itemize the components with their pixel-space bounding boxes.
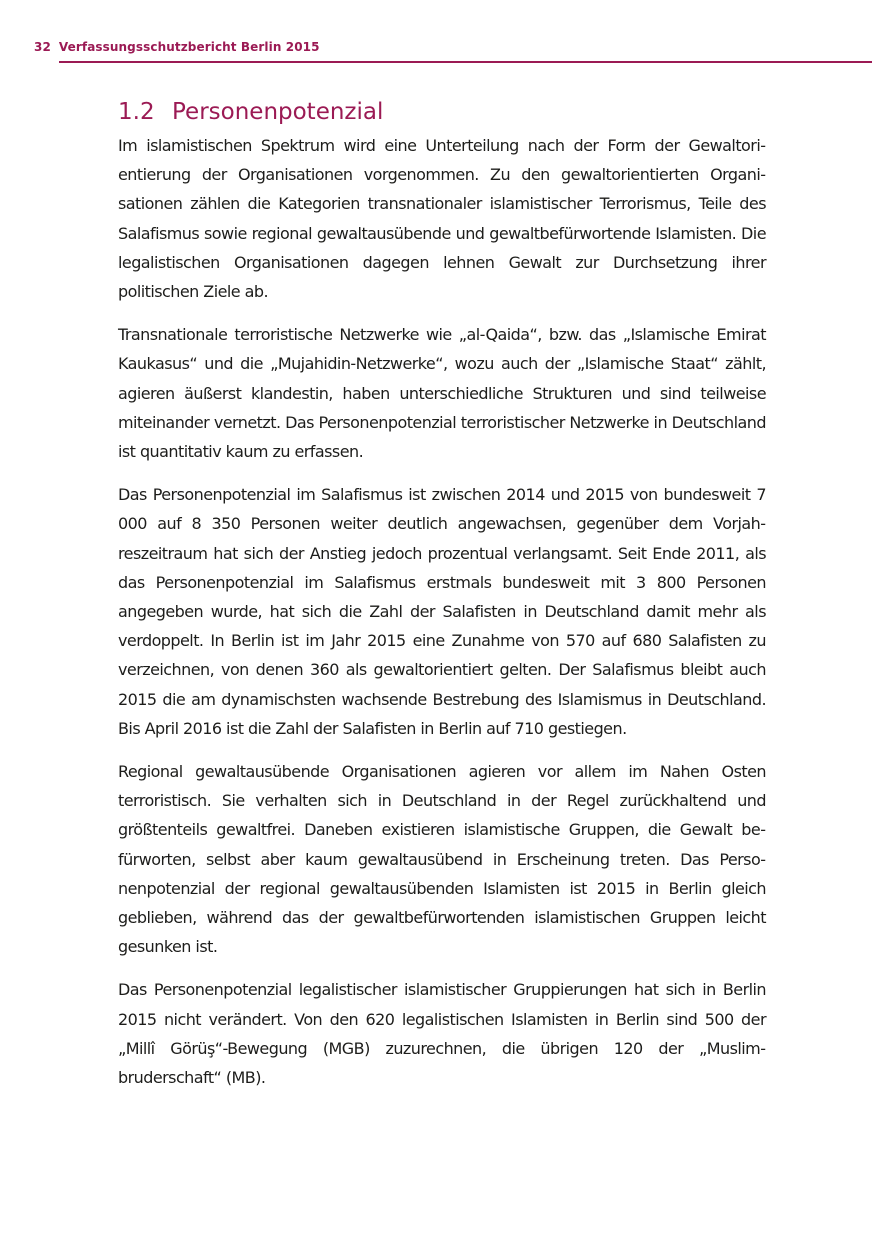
paragraph: Regional gewaltausübende Organisationen agieren vor allem im Nahen Osten terroristisch. Sie verhalten sich in Deutschland in der Regel zurückhaltend und größtenteils gewaltfrei. Daneben existieren islamistische Gruppen, die Gewalt befürworten, selbst aber kaum gewaltausübend in Erscheinung treten. Das Personenpotenzial der regional gewaltausübenden Islamisten ist 2015 in Berlin gleich geblieben, während das der gewaltbefürwortenden islamistischen Gruppen leicht gesunken ist. bbox=[118, 762, 766, 957]
running-title: Verfassungsschutzbericht Berlin 2015 bbox=[58, 40, 320, 54]
section-title: Personenpotenzial bbox=[172, 99, 384, 125]
paragraph: Das Personenpotenzial im Salafismus ist zwischen 2014 und 2015 von bundesweit 7 000 auf 8 350 Personen weiter deutlich angewachsen, gegenüber dem Vorjahreszeitraum hat sich der Anstieg jedoch prozentual verlangsamt. Seit Ende 2011, als das Personenpotenzial im Salafismus erstmals bundesweit mit 3 800 Personen angegeben wurde, hat sich die Zahl der Salafisten in Deutschland damit mehr als verdoppelt. In Berlin ist im Jahr 2015 eine Zunahme von 570 auf 680 Salafisten zu verzeichnen, von denen 360 als gewaltorientiert gelten. Der Salafismus bleibt auch 2015 die am dynamischsten wachsende Bestrebung des Islamismus in Deutschland. Bis April 2016 ist die Zahl der Salafisten in Berlin auf 710 gestiegen. bbox=[118, 485, 766, 738]
section-heading bbox=[118, 95, 766, 129]
page-number: 32 bbox=[34, 40, 51, 54]
running-header bbox=[34, 40, 320, 54]
paragraph: Im islamistischen Spektrum wird eine Unterteilung nach der Form der Gewaltorientierung der Organisationen vorgenommen. Zu den gewaltorientierten Organisationen zählen die Kategorien transnationaler islamistischer Terrorismus, Teile des Salafismus sowie regional gewaltausübende und gewaltbefürwortende Islamisten. Die legalistischen Organisationen dagegen lehnen Gewalt zur Durchsetzung ihrer politischen Ziele ab. bbox=[118, 136, 766, 302]
paragraph: Das Personenpotenzial legalistischer islamistischer Gruppierungen hat sich in Berlin 2015 nicht verändert. Von den 620 legalistischen Islamisten in Berlin sind 500 der „Millî Görüş“-Bewegung (MGB) zuzurechnen, die übrigen 120 der „Muslimbruderschaft“ (MB). bbox=[118, 980, 766, 1088]
paragraph: Transnationale terroristische Netzwerke wie „al-Qaida“, bzw. das „Islamische Emirat Kaukasus“ und die „Mujahidin-Netzwerke“, wozu auch der „Islamische Staat“ zählt, agieren äußerst klandestin, haben unterschiedliche Strukturen und sind teilweise miteinander vernetzt. Das Personenpotenzial terroristischer Netzwerke in Deutschland ist quantitativ kaum zu erfassen. bbox=[118, 325, 766, 462]
header-divider bbox=[59, 61, 872, 63]
section-number: 1.2 bbox=[118, 99, 155, 125]
main-content bbox=[118, 95, 766, 1106]
